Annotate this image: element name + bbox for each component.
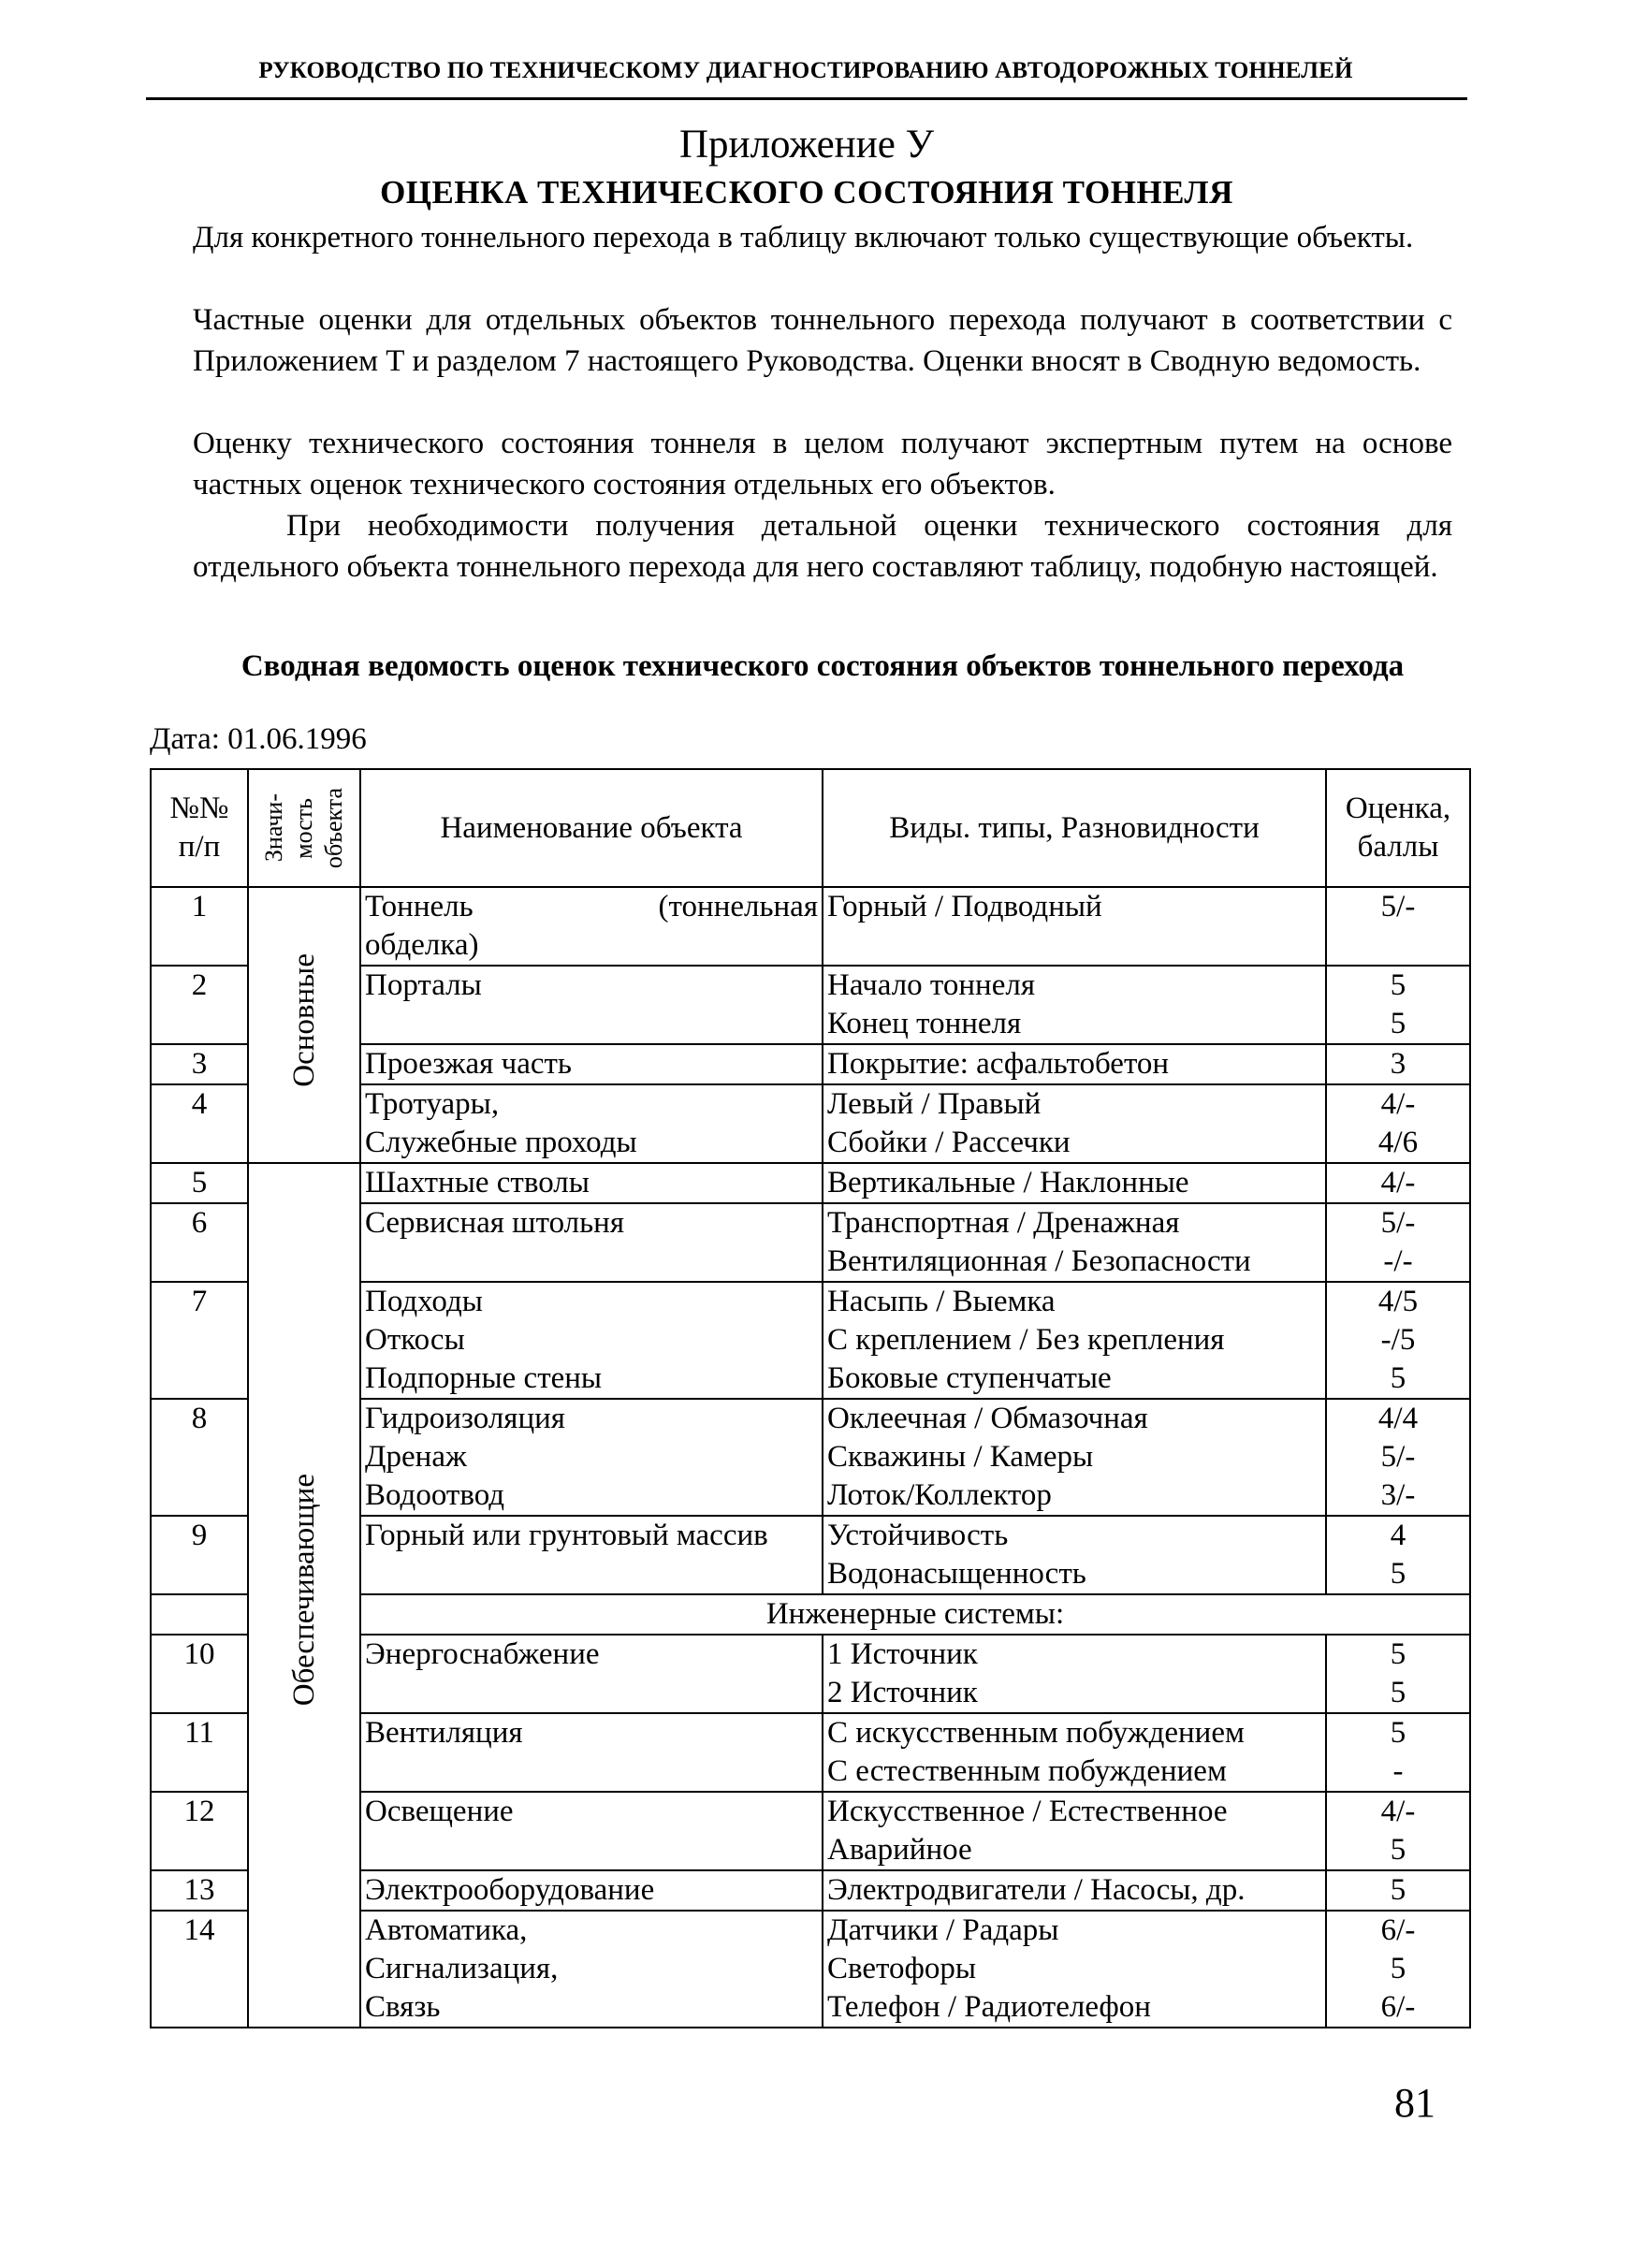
- object-name-line: Тротуары,: [365, 1087, 500, 1121]
- object-score: [1326, 1084, 1470, 1163]
- object-types: [823, 1635, 1326, 1713]
- object-name: [360, 1870, 823, 1911]
- object-types: [823, 1163, 1326, 1203]
- col-header-types: Виды. типы, Разновидности: [823, 769, 1326, 887]
- object-type-line: 2 Источник: [827, 1676, 978, 1709]
- table-date: Дата: 01.06.1996: [150, 722, 367, 756]
- running-header: РУКОВОДСТВО ПО ТЕХНИЧЕСКОМУ ДИАГНОСТИРОВАНИЮ АВТОДОРОЖНЫХ ТОННЕЛЕЙ: [258, 58, 1353, 83]
- object-score-line: 5: [1390, 1952, 1406, 1985]
- object-score-line: 5: [1390, 1557, 1406, 1591]
- object-name-line: Гидроизоляция: [365, 1402, 565, 1435]
- group-main: [248, 887, 360, 1163]
- row-number: 10: [151, 1635, 248, 1713]
- object-name: [360, 1203, 823, 1282]
- object-types: [823, 1911, 1326, 2028]
- row-number: 8: [151, 1399, 248, 1516]
- object-name: [360, 887, 823, 966]
- object-name: [360, 1084, 823, 1163]
- object-name: [360, 1635, 823, 1713]
- object-name: [360, 1516, 823, 1594]
- object-score: [1326, 1044, 1470, 1084]
- object-types: [823, 887, 1326, 966]
- object-score-line: 4/-: [1380, 1087, 1416, 1121]
- object-name-line: Служебные проходы: [365, 1126, 637, 1159]
- object-name-line: Проезжая часть: [365, 1047, 572, 1081]
- object-type-line: Устойчивость: [827, 1519, 1009, 1552]
- object-score-line: 5: [1390, 1637, 1406, 1671]
- row-number: 1: [151, 887, 248, 966]
- empty-cell: [151, 1594, 248, 1635]
- table-row: [151, 887, 1470, 966]
- object-type-line: Насыпь / Выемка: [827, 1285, 1056, 1318]
- object-name: [360, 1911, 823, 2028]
- paragraph-1: Для конкретного тоннельного перехода в таблицу включают только существующие объекты.: [193, 221, 1414, 254]
- object-name-line: Подходы: [365, 1285, 483, 1318]
- object-name-line: Дренаж: [365, 1440, 467, 1474]
- group-support: [248, 1163, 360, 2028]
- object-score-line: -/5: [1380, 1323, 1416, 1357]
- object-type-line: С искусственным побуждением: [827, 1716, 1245, 1750]
- object-score-line: 4/-: [1380, 1166, 1416, 1199]
- object-types: [823, 1282, 1326, 1399]
- object-type-line: Вертикальные / Наклонные: [827, 1166, 1189, 1199]
- object-type-line: С креплением / Без крепления: [827, 1323, 1225, 1357]
- object-name-line: Освещение: [365, 1795, 514, 1828]
- object-name-line: Связь: [365, 1990, 441, 2024]
- object-type-line: Транспортная / Дренажная: [827, 1206, 1180, 1240]
- object-name: [360, 1792, 823, 1870]
- object-score-line: 4/6: [1377, 1126, 1419, 1159]
- object-score-line: 5: [1390, 1676, 1406, 1709]
- object-types: [823, 1044, 1326, 1084]
- object-score-line: -/-: [1383, 1244, 1413, 1278]
- object-name-line: Сервисная штольня: [365, 1206, 625, 1240]
- object-types: [823, 1084, 1326, 1163]
- col-header-significance: [248, 769, 360, 887]
- table-title: Сводная ведомость оценок технического состояния объектов тоннельного перехода: [240, 649, 1405, 683]
- object-type-line: Покрытие: асфальтобетон: [827, 1047, 1170, 1081]
- page-number: 81: [1394, 2080, 1435, 2126]
- row-number: 13: [151, 1870, 248, 1911]
- object-score: [1326, 1911, 1470, 2028]
- col-header-name: Наименование объекта: [360, 769, 823, 887]
- paragraph-4: При необходимости получения детальной оценки технического состояния для отдельного объекта тоннельного перехода для него составляют таблицу, подобную настоящей.: [193, 509, 1452, 584]
- object-score-line: 5/-: [1380, 890, 1416, 923]
- object-types: [823, 1792, 1326, 1870]
- paragraph-2: Частные оценки для отдельных объектов тоннельного перехода получают в соответствии с Приложением Т и разделом 7 настоящего Руководства. Оценки вносят в Сводную ведомость.: [193, 303, 1452, 378]
- object-name-line: Порталы: [365, 968, 482, 1002]
- object-name: [360, 1163, 823, 1203]
- object-name-line: Подпорные стены: [365, 1361, 603, 1395]
- object-score-line: 5/-: [1380, 1440, 1416, 1474]
- object-name: [360, 1399, 823, 1516]
- object-name-line: Электрооборудование: [365, 1873, 655, 1907]
- col-header-significance-line: мость: [290, 797, 317, 859]
- appendix-title: Приложение У: [679, 123, 934, 167]
- object-type-line: Телефон / Радиотелефон: [827, 1990, 1151, 2024]
- object-type-line: Аварийное: [827, 1833, 972, 1867]
- row-number: 7: [151, 1282, 248, 1399]
- table-header-row: [151, 769, 1470, 887]
- object-type-line: Оклеечная / Обмазочная: [827, 1402, 1148, 1435]
- group-support-label: Обеспечивающие: [286, 1474, 321, 1707]
- object-type-line: Вентиляционная / Безопасности: [827, 1244, 1251, 1278]
- object-score-line: 5: [1390, 1833, 1406, 1867]
- object-score-line: 5: [1390, 1716, 1406, 1750]
- object-name: [360, 1282, 823, 1399]
- object-type-line: Левый / Правый: [827, 1087, 1042, 1121]
- object-score-line: -: [1392, 1754, 1404, 1788]
- object-score: [1326, 1399, 1470, 1516]
- engineering-systems-label: Инженерные системы:: [360, 1594, 1470, 1635]
- object-type-line: Водонасыщенность: [827, 1557, 1086, 1591]
- object-score-line: 5: [1390, 1873, 1406, 1907]
- col-header-score: Оценка, баллы: [1326, 769, 1470, 887]
- object-type-line: Датчики / Радары: [827, 1913, 1059, 1947]
- object-name-line: Откосы: [365, 1323, 465, 1357]
- row-number: 11: [151, 1713, 248, 1792]
- object-types: [823, 1713, 1326, 1792]
- row-number: 4: [151, 1084, 248, 1163]
- object-name: [360, 966, 823, 1044]
- object-score-line: 5: [1390, 1361, 1406, 1395]
- section-title: ОЦЕНКА ТЕХНИЧЕСКОГО СОСТОЯНИЯ ТОННЕЛЯ: [380, 174, 1233, 211]
- object-name: [360, 1713, 823, 1792]
- object-type-line: С естественным побуждением: [827, 1754, 1227, 1788]
- table-row: [151, 1163, 1470, 1203]
- object-score-line: 3/-: [1380, 1478, 1416, 1512]
- object-name-line: Водоотвод: [365, 1478, 505, 1512]
- col-header-significance-line: объекта: [320, 787, 347, 869]
- object-type-line: Искусственное / Естественное: [827, 1795, 1228, 1828]
- object-score: [1326, 887, 1470, 966]
- object-score: [1326, 1203, 1470, 1282]
- object-score-line: 4/-: [1380, 1795, 1416, 1828]
- object-type-line: 1 Источник: [827, 1637, 978, 1671]
- object-name-line: Энергоснабжение: [365, 1637, 600, 1671]
- row-number: 12: [151, 1792, 248, 1870]
- object-type-line: Боковые ступенчатые: [827, 1361, 1112, 1395]
- object-type-line: Горный / Подводный: [827, 890, 1102, 923]
- object-types: [823, 1399, 1326, 1516]
- object-type-line: Скважины / Камеры: [827, 1440, 1094, 1474]
- object-type-line: Начало тоннеля: [827, 968, 1036, 1002]
- object-score-line: 3: [1390, 1047, 1406, 1081]
- object-score-line: 5: [1390, 1007, 1406, 1040]
- col-header-significance-line: Значи-: [260, 793, 287, 863]
- object-name-line: Горный или грунтовый массив: [365, 1519, 768, 1552]
- object-score: [1326, 1635, 1470, 1713]
- object-score-line: 6/-: [1380, 1913, 1416, 1947]
- object-score-line: 5: [1390, 968, 1406, 1002]
- object-name-line: Вентиляция: [365, 1716, 523, 1750]
- object-type-line: Электродвигатели / Насосы, др.: [827, 1873, 1246, 1907]
- object-name-line: Сигнализация,: [365, 1952, 559, 1985]
- row-number: 14: [151, 1911, 248, 2028]
- object-name-line: Тоннель (тоннельная: [365, 890, 818, 923]
- paragraph-3: Оценку технического состояния тоннеля в целом получают экспертным путем на основе частных оценок технического состояния отдельных его объектов.: [193, 427, 1452, 502]
- row-number: 9: [151, 1516, 248, 1594]
- object-name: [360, 1044, 823, 1084]
- object-type-line: Сбойки / Рассечки: [827, 1126, 1071, 1159]
- object-score-line: 4: [1390, 1519, 1406, 1552]
- object-score: [1326, 1516, 1470, 1594]
- object-type-line: Конец тоннеля: [827, 1007, 1022, 1040]
- row-number: 2: [151, 966, 248, 1044]
- object-score: [1326, 1792, 1470, 1870]
- object-score: [1326, 966, 1470, 1044]
- object-score-line: 4/4: [1377, 1402, 1419, 1435]
- object-types: [823, 966, 1326, 1044]
- col-header-num: №№ п/п: [151, 769, 248, 887]
- object-score-line: 6/-: [1380, 1990, 1416, 2024]
- header-rule: [146, 97, 1467, 100]
- row-number: 3: [151, 1044, 248, 1084]
- object-score: [1326, 1282, 1470, 1399]
- row-number: 6: [151, 1203, 248, 1282]
- row-number: 5: [151, 1163, 248, 1203]
- object-name-line: Автоматика,: [365, 1913, 528, 1947]
- object-type-line: Лоток/Коллектор: [827, 1478, 1052, 1512]
- object-score-line: 4/5: [1377, 1285, 1419, 1318]
- object-score: [1326, 1163, 1470, 1203]
- object-score: [1326, 1870, 1470, 1911]
- object-name-line: Шахтные стволы: [365, 1166, 590, 1199]
- object-score-line: 5/-: [1380, 1206, 1416, 1240]
- summary-table: [150, 768, 1471, 2028]
- object-name-line: обделка): [365, 928, 479, 962]
- object-types: [823, 1870, 1326, 1911]
- object-type-line: Светофоры: [827, 1952, 977, 1985]
- object-types: [823, 1203, 1326, 1282]
- object-types: [823, 1516, 1326, 1594]
- group-main-label: Основные: [286, 952, 321, 1087]
- object-score: [1326, 1713, 1470, 1792]
